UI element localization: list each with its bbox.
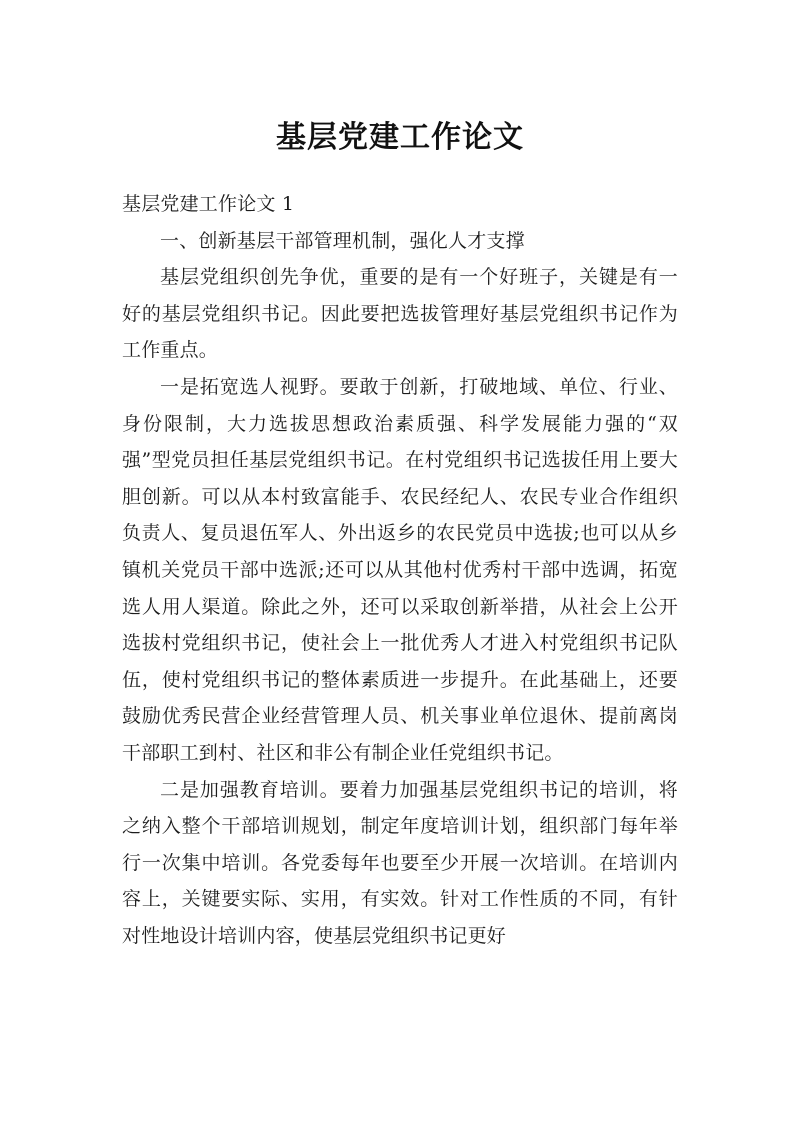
section-heading: 一、创新基层干部管理机制，强化人才支撑	[160, 229, 525, 252]
page-title: 基层党建工作论文	[276, 120, 524, 156]
body-paragraph: 基层党组织创先争优，重要的是有一个好班子，关键是有一好的基层党组织书记。因此要把选拔管理好基层党组织书记作为工作重点。	[122, 266, 678, 362]
body-paragraph: 二是加强教育培训。要着力加强基层党组织书记的培训，将之纳入整个干部培训规划，制定年度培训计划，组织部门每年举行一次集中培训。各党委每年也要至少开展一次培训。在培训内容上，关键要实际、实用，有实效。针对工作性质的不同，有针对性地设计培训内容，使基层党组织书记更好	[122, 778, 678, 947]
section-subheading: 基层党建工作论文 1	[122, 193, 295, 215]
document-body	[122, 186, 678, 954]
body-paragraph: 一是拓宽选人视野。要敢于创新，打破地域、单位、行业、身份限制，大力选拔思想政治素质强、科学发展能力强的“双强”型党员担任基层党组织书记。在村党组织书记选拔任用上要大胆创新。可以从本村致富能手、农民经纪人、农民专业合作组织负责人、复员退伍军人、外出返乡的农民党员中选拔;也可以从乡镇机关党员干部中选派;还可以从其他村优秀村干部中选调，拓宽选人用人渠道。除此之外，还可以采取创新举措，从社会上公开选拔村党组织书记，使社会上一批优秀人才进入村党组织书记队伍，使村党组织书记的整体素质进一步提升。在此基础上，还要鼓励优秀民营企业经营管理人员、机关事业单位退休、提前离岗干部职工到村、社区和非公有制企业任党组织书记。	[122, 375, 678, 764]
